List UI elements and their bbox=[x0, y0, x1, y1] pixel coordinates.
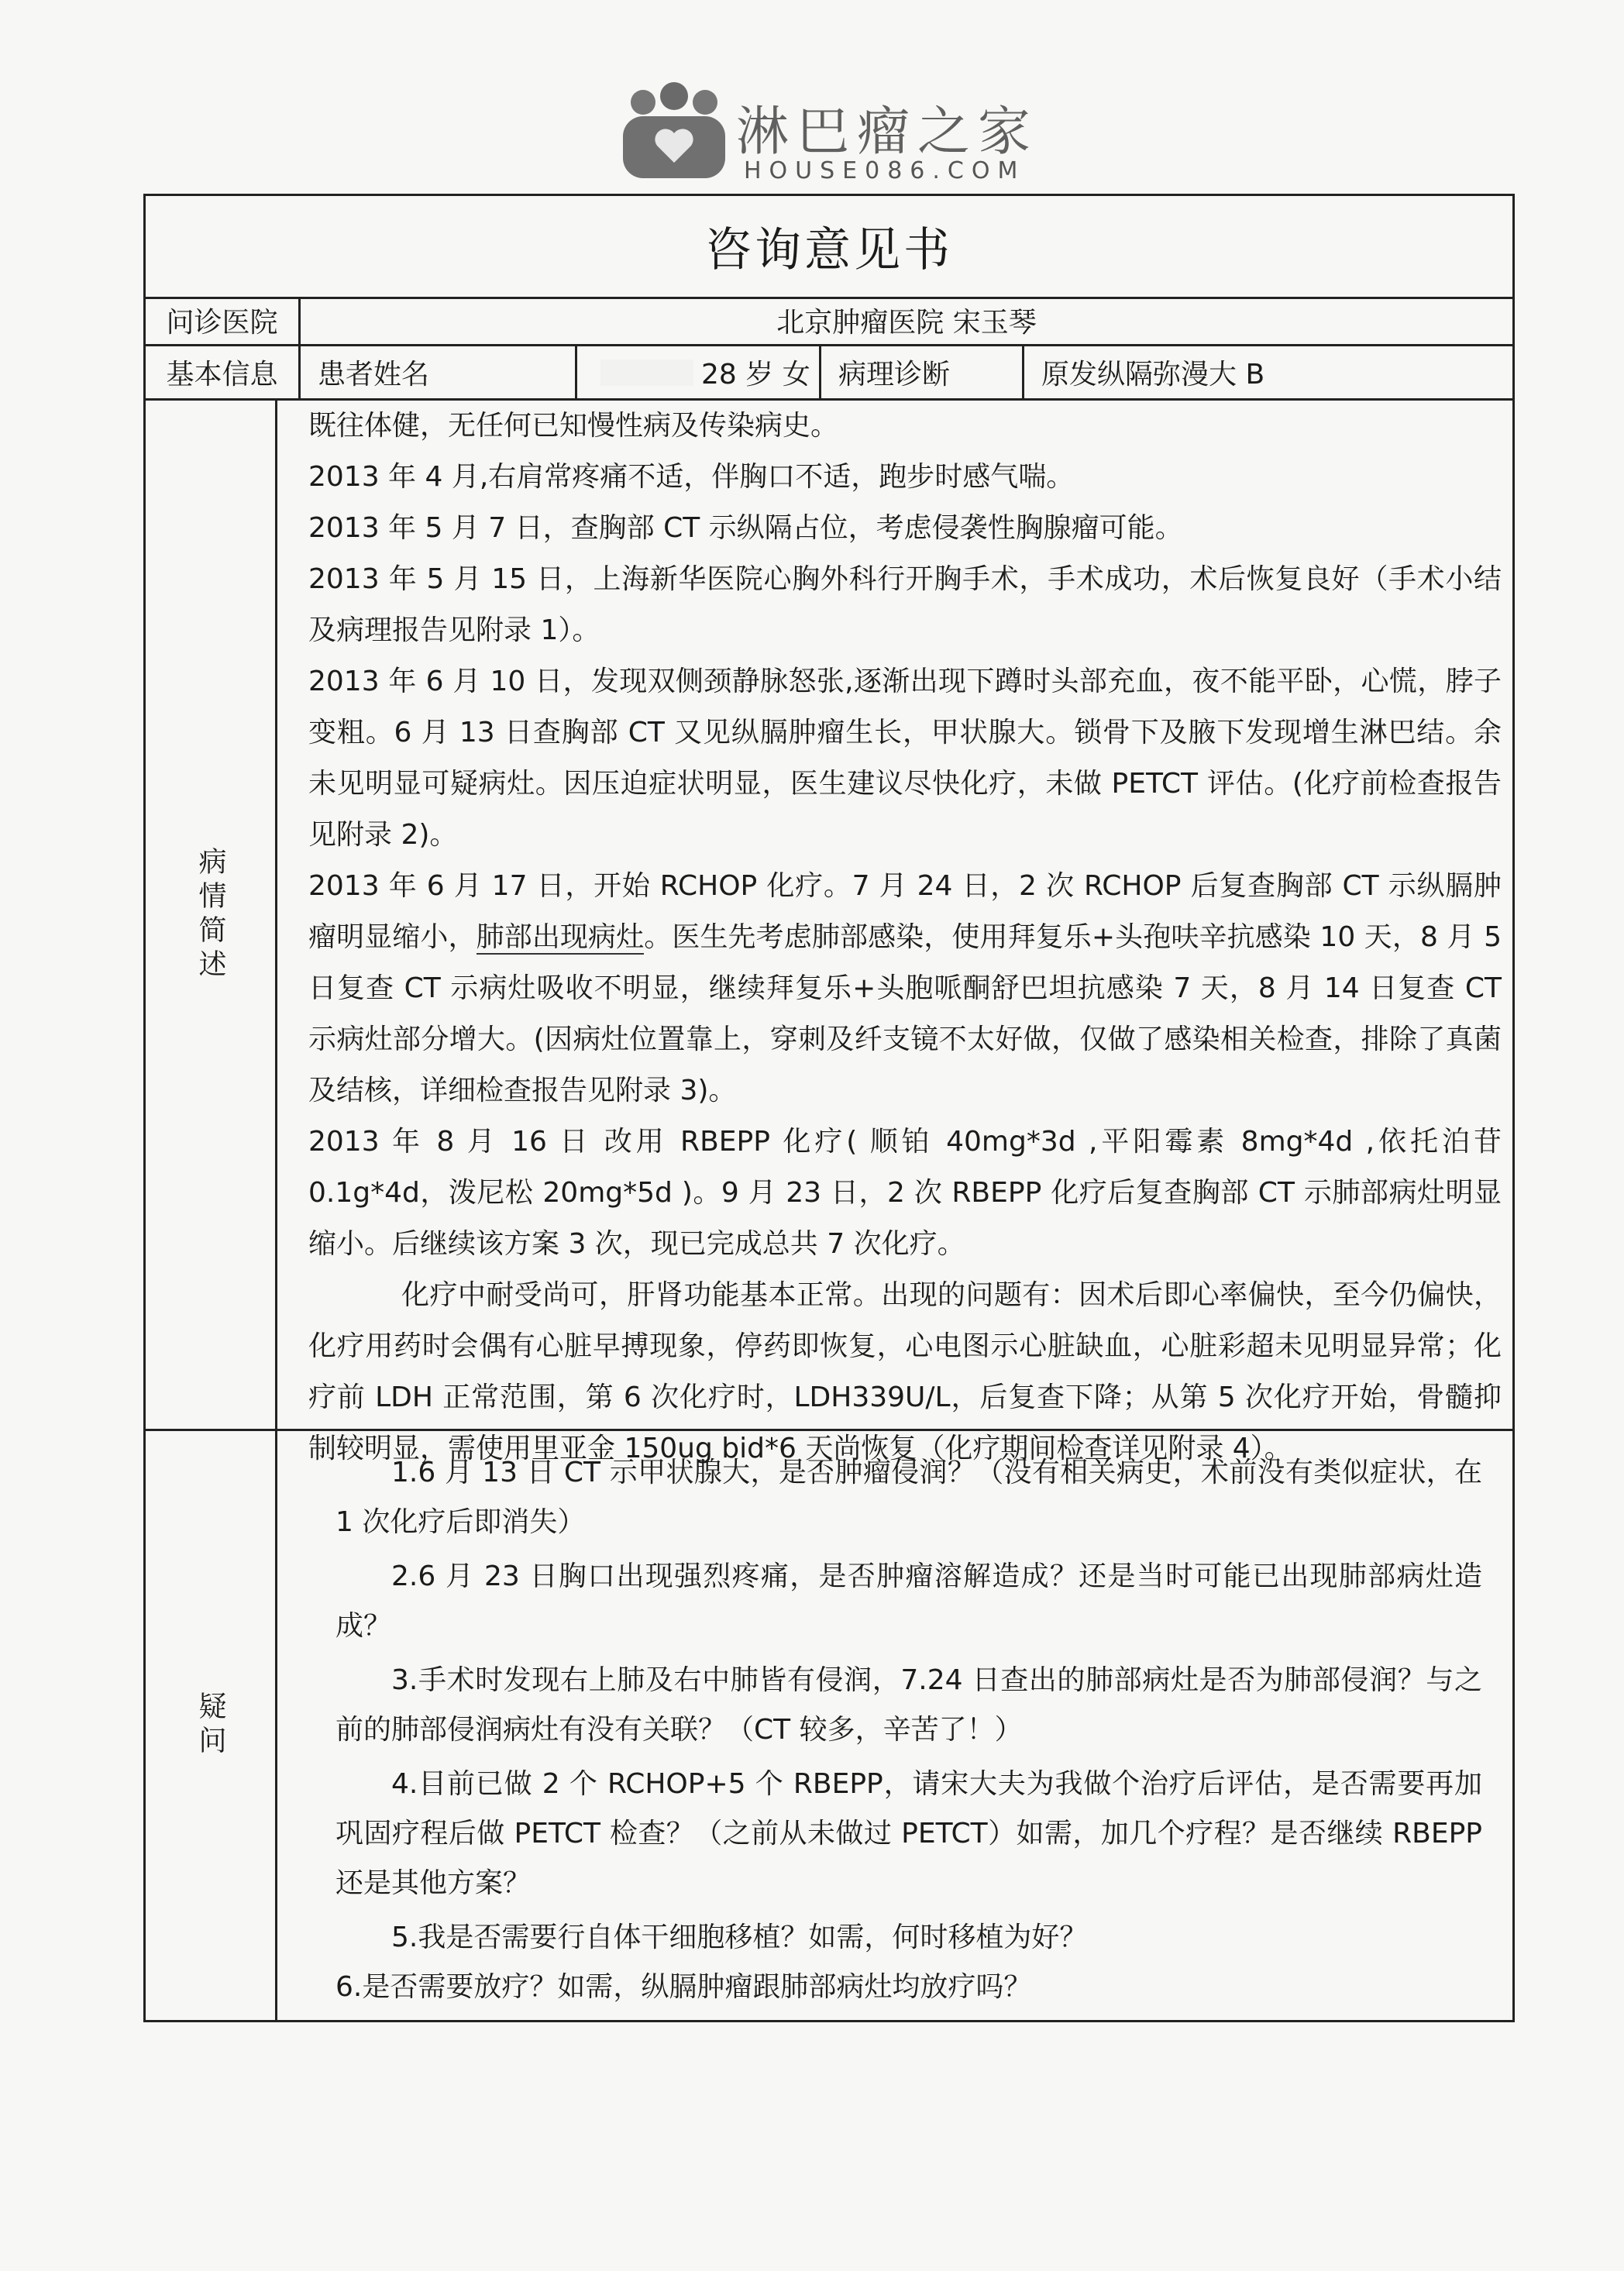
history-section bbox=[146, 401, 1512, 1464]
history-p1: 既往体健，无任何已知慢性病及传染病史。 bbox=[308, 410, 839, 442]
history-p8: 化疗中耐受尚可，肝肾功能基本正常。出现的问题有：因术后即心率偏快，至今仍偏快，化疗用药时会偶有心脏早搏现象，停药即恢复，心电图示心脏缺血，心脏彩超未见明显异常；化疗前 LDH 正常范围，第 6 次化疗时，LDH339U/L，后复查下降；从第 5 次化疗开始，骨髓抑制较明显，需使用里亚金 150ug bid*6 天尚恢复（化疗期间检查详见附录 4）。 bbox=[308, 1279, 1502, 1464]
logo-title: 淋巴瘤之家 bbox=[736, 102, 1039, 163]
diagnosis-value: 原发纵隔弥漫大 B bbox=[1041, 359, 1265, 391]
history-p2: 2013 年 4 月,右肩常疼痛不适，伴胸口不适，跑步时感气喘。 bbox=[308, 461, 1075, 493]
consultation-form bbox=[143, 194, 1515, 2022]
history-p7: 2013 年 8 月 16 日 改用 RBEPP 化疗( 顺铂 40mg*3d ,平阳霉素 8mg*4d ,依托泊苷 0.1g*4d，泼尼松 20mg*5d )。9 月 23 日，2 次 RBEPP 化疗后复查胸部 CT 示肺部病灶明显缩小。后继续该方案 3 次，现已完成总共 7 次化疗。 bbox=[308, 1126, 1502, 1260]
history-p6c: 。医生先考虑肺部感染，使用拜复乐+头孢呋辛抗感染 10 天，8 月 5 日复查 CT 示病灶吸收不明显，继续拜复乐+头胞哌酮舒巴坦抗感染 7 天，8 月 14 日复查 CT 示病灶部分增大。(因病灶位置靠上，穿刺及纤支镜不太好做，仅做了感染相关检查，排除了真菌及结核，详细检查报告见附录 3)。 bbox=[308, 921, 1502, 1106]
hospital-row bbox=[146, 297, 1512, 346]
questions-label: 疑问 bbox=[194, 1691, 226, 1760]
diagnosis-label: 病理诊断 bbox=[821, 346, 1024, 398]
info-label: 基本信息 bbox=[146, 346, 301, 398]
patient-age-sex: 28 岁 女 bbox=[701, 359, 810, 391]
history-text bbox=[308, 401, 1502, 1474]
logo-subtitle: HOUSE086.COM bbox=[744, 157, 1026, 184]
question-2: 2.6 月 23 日胸口出现强烈疼痛，是否肿瘤溶解造成？还是当时可能已出现肺部病灶造成？ bbox=[335, 1560, 1482, 1642]
history-label-cell bbox=[146, 401, 277, 1429]
patient-name-label: 患者姓名 bbox=[301, 346, 577, 398]
questions-section bbox=[146, 1431, 1512, 2020]
patient-name-value bbox=[577, 346, 821, 398]
site-logo bbox=[620, 76, 1054, 192]
questions-list bbox=[335, 1448, 1482, 2012]
form-title-row bbox=[146, 196, 1512, 299]
question-4: 4.目前已做 2 个 RCHOP+5 个 RBEPP，请宋大夫为我做个治疗后评估，是否需要再加巩固疗程后做 PETCT 检查？（之前从未做过 PETCT）如需，加几个疗程？是否继续 RBEPP 还是其他方案？ bbox=[335, 1768, 1482, 1899]
history-p5: 2013 年 6 月 10 日，发现双侧颈静脉怒张,逐渐出现下蹲时头部充血，夜不能平卧，心慌，脖子变粗。6 月 13 日查胸部 CT 又见纵膈肿瘤生长，甲状腺大。锁骨下及腋下发现增生淋巴结。余未见明显可疑病灶。因压迫症状明显，医生建议尽快化疗，未做 PETCT 评估。(化疗前检查报告见附录 2)。 bbox=[308, 666, 1502, 851]
history-p6b-underlined: 肺部出现病灶 bbox=[476, 921, 645, 953]
question-1: 1.6 月 13 日 CT 示甲状腺大，是否肿瘤侵润？（没有相关病史，术前没有类似症状，在 1 次化疗后即消失） bbox=[335, 1457, 1482, 1538]
question-3: 3.手术时发现右上肺及右中肺皆有侵润，7.24 日查出的肺部病灶是否为肺部侵润？与之前的肺部侵润病灶有没有关联？（CT 较多，辛苦了！） bbox=[335, 1664, 1482, 1746]
people-heart-icon bbox=[620, 82, 728, 183]
question-6: 6.是否需要放疗？如需，纵膈肿瘤跟肺部病灶均放疗吗？ bbox=[335, 1971, 1032, 2003]
questions-label-cell bbox=[146, 1431, 277, 2020]
form-title: 咨询意见书 bbox=[705, 223, 953, 277]
question-5: 5.我是否需要行自体干细胞移植？如需，何时移植为好？ bbox=[391, 1922, 1088, 1953]
history-p6 bbox=[308, 861, 1502, 1117]
history-p3: 2013 年 5 月 7 日，查胸部 CT 示纵隔占位，考虑侵袭性胸腺瘤可能。 bbox=[308, 512, 1183, 544]
redacted-name bbox=[600, 360, 693, 386]
hospital-label: 问诊医院 bbox=[146, 297, 301, 344]
history-p4: 2013 年 5 月 15 日，上海新华医院心胸外科行开胸手术，手术成功，术后恢复良好（手术小结及病理报告见附录 1）。 bbox=[308, 563, 1502, 646]
hospital-value: 北京肿瘤医院 宋玉琴 bbox=[776, 307, 1037, 339]
history-label: 病情简述 bbox=[194, 846, 226, 983]
history-p6a: 2013 年 6 月 17 日，开始 RCHOP 化疗。7 月 24 日，2 次 RCHOP 后复查胸部 CT 示纵膈肿瘤明显缩小， bbox=[308, 870, 1502, 953]
basic-info-row bbox=[146, 346, 1512, 401]
